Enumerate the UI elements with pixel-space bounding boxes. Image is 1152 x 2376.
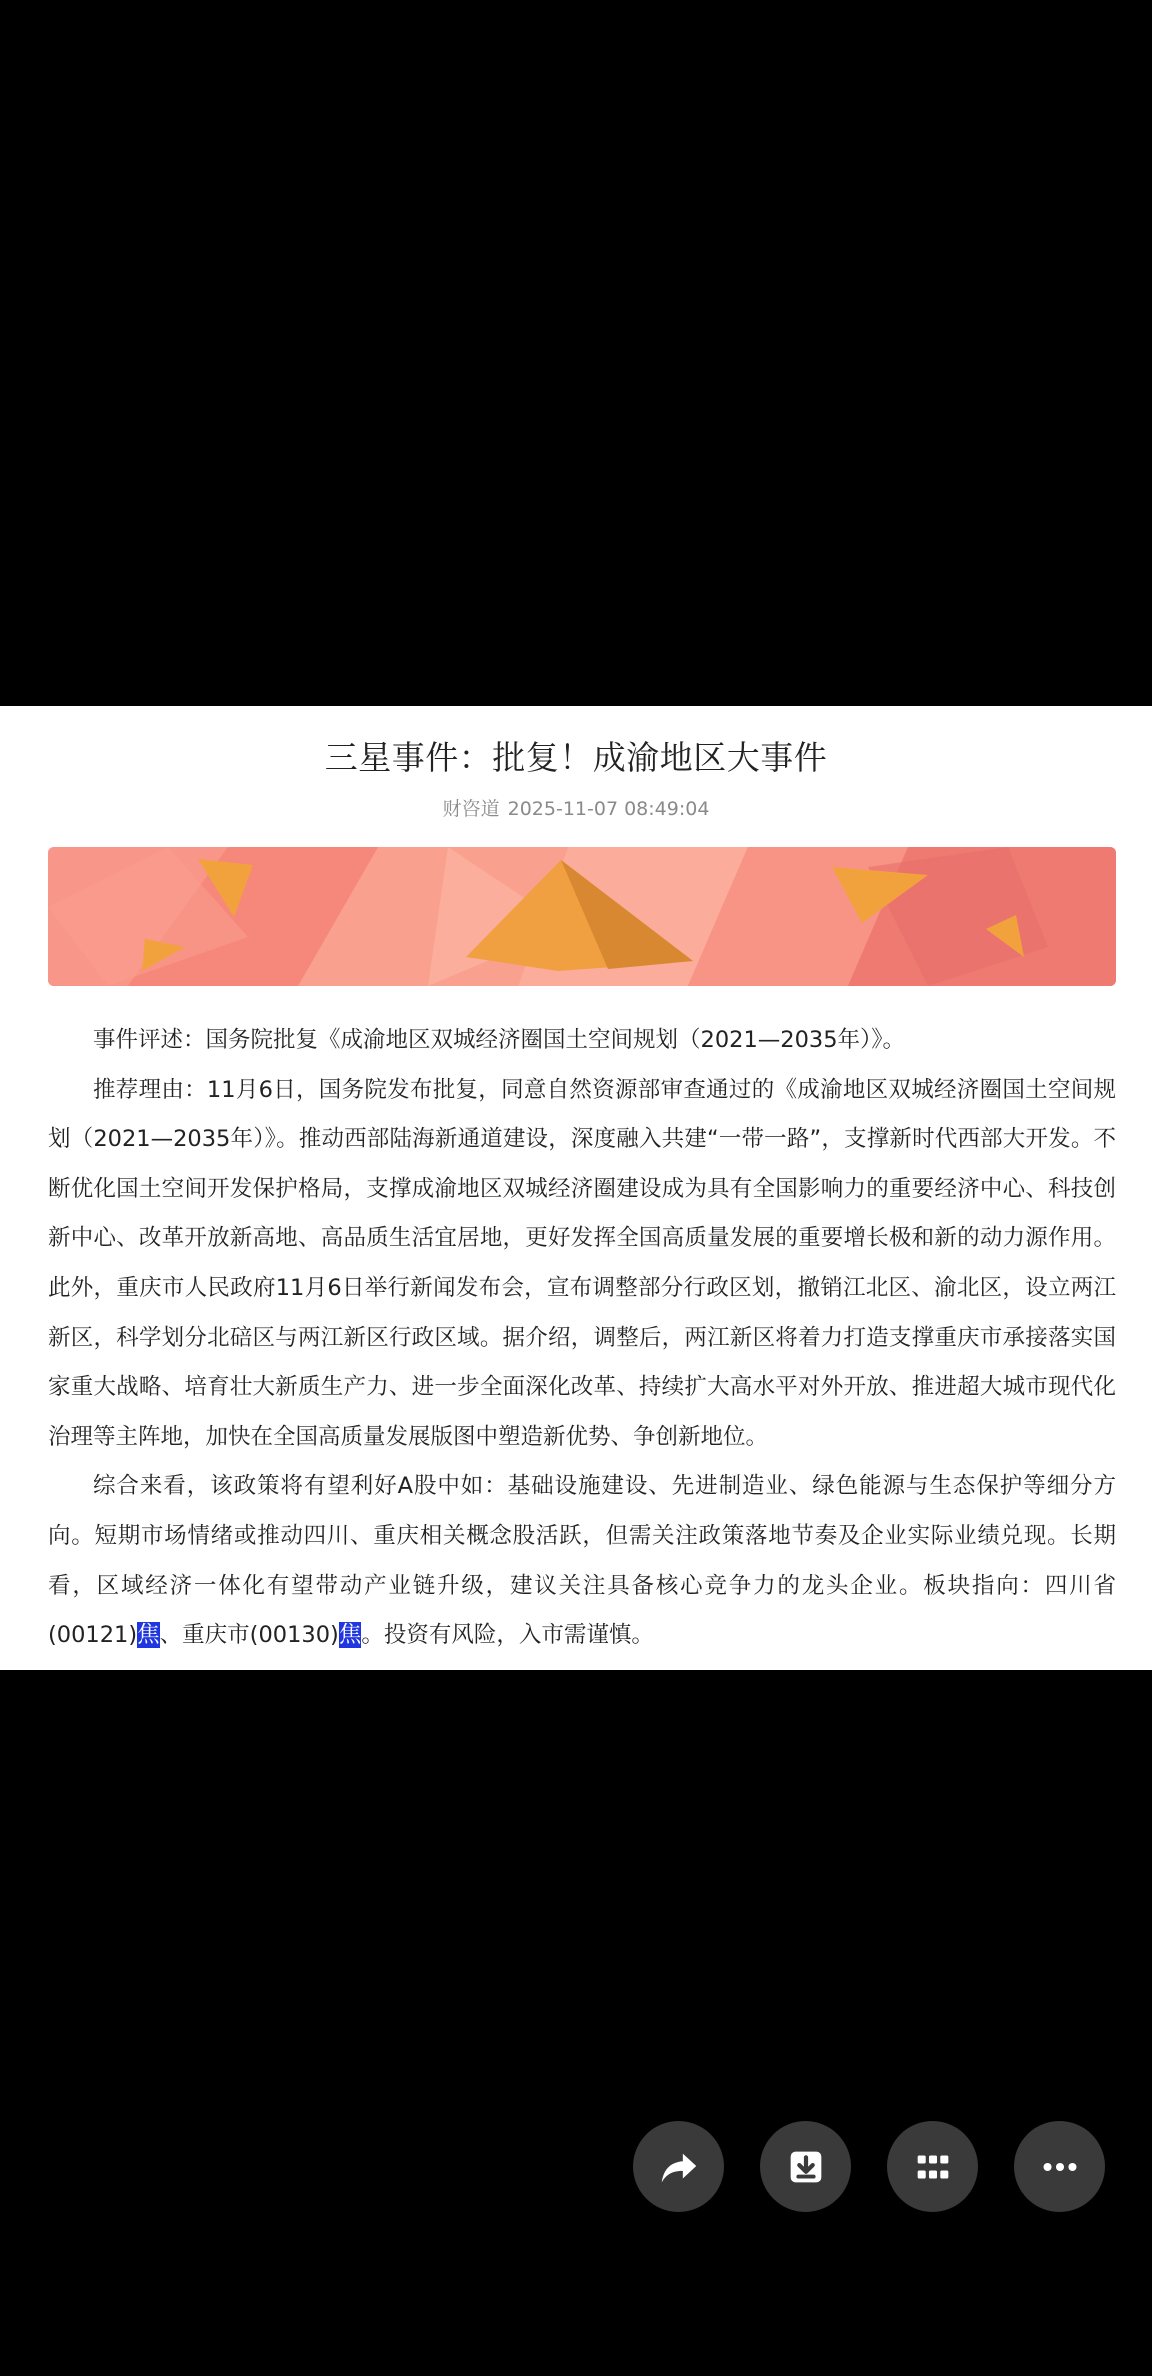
summary-text: 综合来看，该政策将有望利好A股中如：基础设施建设、先进制造业、绿色能源与生态保护等细分方向。短期市场情绪或推动四川、重庆相关概念股活跃，但需关注政策落地节奏及企业实际业绩兑现。长期看，区域经济一体化有望带动产业链升级，建议关注具备核心竞争力的龙头企业。板块指向： [48,1473,1116,1599]
download-button[interactable] [760,2121,851,2212]
selection-highlight: 焦 [338,1622,362,1649]
article-meta [0,794,1152,821]
banner-image [48,847,1116,986]
article-image [0,706,1152,1670]
article-source: 财咨道 [442,798,500,820]
more-dots-icon [1037,2144,1083,2190]
selection-highlight: 焦 [137,1622,160,1649]
banner-graphic [48,847,1116,986]
paragraph-summary [48,1462,1116,1660]
apps-grid-icon [910,2144,956,2190]
article-title: 三星事件：批复！成渝地区大事件 [324,738,828,777]
paragraph-event: 事件评述：国务院批复《成渝地区双城经济圈国土空间规划（2021—2035年）》。 [93,1027,906,1053]
share-button[interactable] [633,2121,724,2212]
separator: 、 [159,1622,183,1649]
paragraph-reason: 推荐理由：11月6日，国务院发布批复，同意自然资源部审查通过的《成渝地区双城经济圈国土空间规划（2021—2035年）》。推动西部陆海新通道建设，深度融入共建“一带一路”，支撑新时代西部大开发。不断优化国土空间开发保护格局，支撑成渝地区双城经济圈建设成为具有全国影响力的重要经济中心、科技创新中心、改革开放新高地、高品质生活宜居地，更好发挥全国高质量发展的重要增长极和新的动力源作用。此外，重庆市人民政府11月6日举行新闻发布会，宣布调整部分行政区划，撤销江北区、渝北区，设立两江新区，科学划分北碚区与两江新区行政区域。据介绍，调整后，两江新区将着力打造支撑重庆市承接落实国家重大战略、培育壮大新质生产力、进一步全面深化改革、持续扩大高水平对外开放、推进超大城市现代化治理等主阵地，加快在全国高质量发展版图中塑造新优势、争创新地位。 [48,1076,1116,1450]
risk-disclaimer: 。投资有风险，入市需谨慎。 [361,1622,654,1649]
share-arrow-icon [656,2144,702,2190]
download-icon [783,2144,829,2190]
sector-sichuan: 四川省(00121) [48,1572,1116,1649]
grid-button[interactable] [887,2121,978,2212]
article-datetime: 2025-11-07 08:49:04 [507,798,710,820]
sector-chongqing: 重庆市(00130) [182,1622,339,1649]
article-body [48,1016,1116,1661]
more-button[interactable] [1014,2121,1105,2212]
